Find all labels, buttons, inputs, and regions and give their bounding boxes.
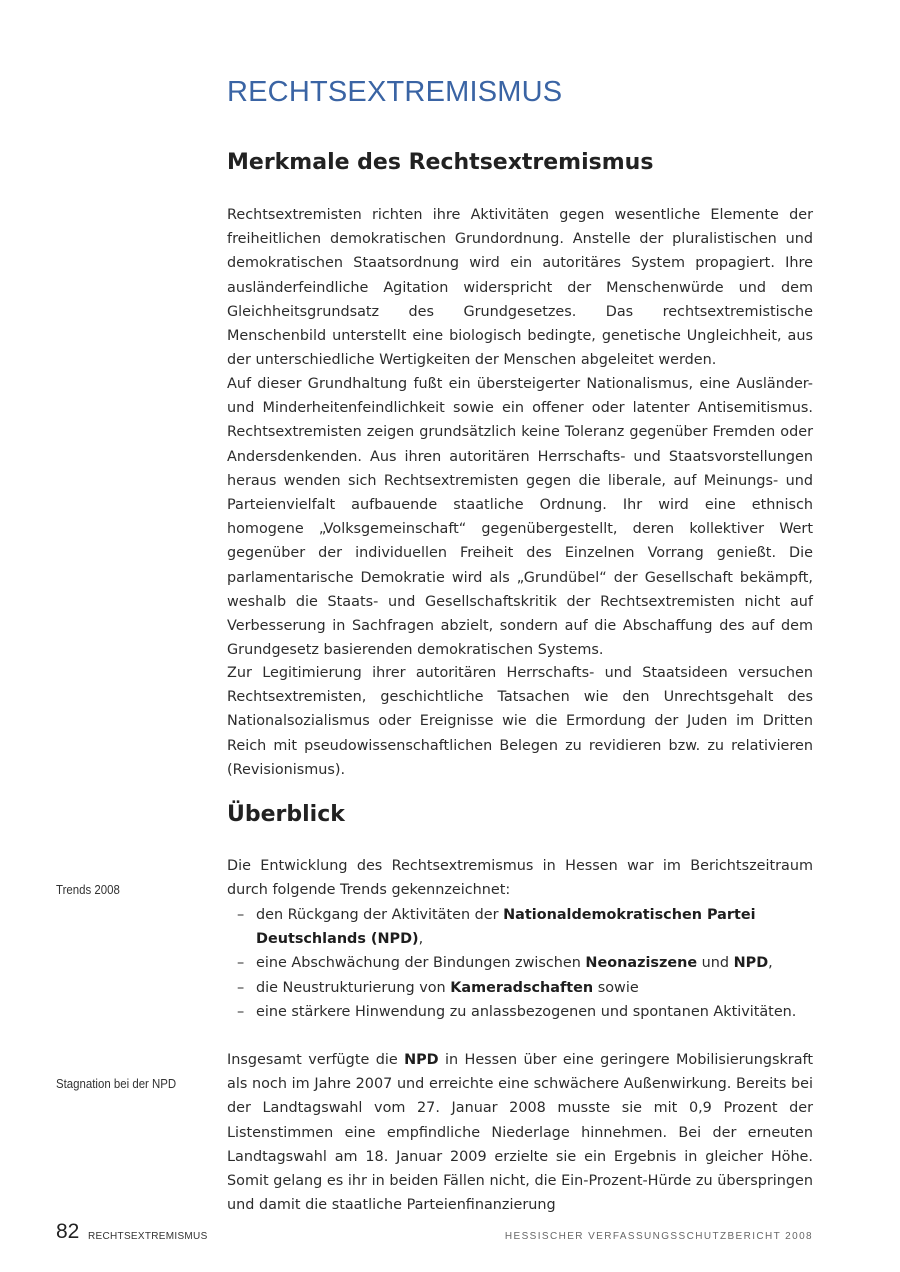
npd-paragraph xyxy=(227,1048,813,1217)
list-item-bold: Kameradschaften xyxy=(450,979,594,996)
list-item xyxy=(237,951,813,975)
list-item xyxy=(237,976,813,1000)
list-item-text: und xyxy=(697,955,734,972)
list-item-text: , xyxy=(418,931,424,948)
list-dash: – xyxy=(237,979,245,996)
heading-merkmale: Merkmale des Rechtsextremismus xyxy=(227,150,654,175)
list-item xyxy=(237,1000,813,1024)
list-dash: – xyxy=(237,1003,245,1020)
footer-report-title: HESSISCHER VERFASSUNGSSCHUTZBERICHT 2008 xyxy=(504,1231,813,1242)
margin-note-npd: Stagnation bei der NPD xyxy=(56,1076,177,1091)
list-dash: – xyxy=(237,907,245,923)
trends-list xyxy=(237,903,813,1024)
list-item-bold: Neonaziszene xyxy=(585,955,698,972)
list-dash: – xyxy=(237,955,245,972)
list-item-text: , xyxy=(768,955,773,972)
list-item-text: die Neustrukturierung von xyxy=(256,979,451,996)
list-item-text: sowie xyxy=(593,979,639,996)
list-item-text: den Rückgang der Aktivitäten der xyxy=(256,907,504,923)
npd-bold: NPD xyxy=(404,1052,439,1068)
paragraph-3: Zur Legitimierung ihrer autoritären Herrschafts- und Staatsideen versuchen Rechtsextremisten, geschichtliche Tatsachen wie den Unrechtsgehalt des Nationalsozialismus oder Ereignisse wie die Ermordung der Juden im Dritten Reich mit pseudowissenschaftlichen Belegen zu revidieren bzw. zu relativieren (Revisionismus). xyxy=(227,665,813,778)
section-title: RECHTSEXTREMISMUS xyxy=(227,76,563,108)
npd-text: in Hessen über eine geringere Mobilisierungskraft als noch im Jahre 2007 und erreichte eine schwächere Außenwirkung. Bereits bei der Landtagswahl vom 27. Januar 2008 musste sie mit 0,9 Prozent der Listenstimmen eine empfindliche Niederlage hinnehmen. Bei der erneuten Landtagswahl am 18. Januar 2009 erzielte sie ein Ergebnis in gleicher Höhe. Somit gelang es ihr in beiden Fällen nicht, die Ein-Prozent-Hürde zu überspringen und damit die staatliche Parteienfinanzierung xyxy=(227,1052,813,1214)
trends-intro: Die Entwicklung des Rechtsextremismus in Hessen war im Berichtszeitraum durch folgende Trends gekennzeichnet: xyxy=(227,858,813,899)
list-item xyxy=(237,903,813,951)
list-item-bold: Nationaldemokratischen Partei Deutschlands (NPD) xyxy=(256,907,756,948)
list-item-text: eine stärkere Hinwendung zu anlassbezogenen und spontanen Aktivitäten. xyxy=(256,1003,797,1020)
npd-text: Insgesamt verfügte die xyxy=(227,1052,405,1068)
footer-section-label: RECHTSEXTREMISMUS xyxy=(88,1231,208,1242)
paragraph-2: Auf dieser Grundhaltung fußt ein übersteigerter Nationalismus, eine Ausländer- und Minderheitenfeindlichkeit sowie ein offener oder latenter Antisemitismus. Rechtsextremisten zeigen grundsätzlich keine Toleranz gegenüber Fremden oder Andersdenkenden. Aus ihren autoritären Herrschafts- und Staatsvorstellungen heraus wenden sich Rechtsextremisten gegen die liberale, auf Meinungs- und Parteienvielfalt aufbauende staatliche Ordnung. Ihr wird eine ethnisch homogene „Volksgemeinschaft“ gegenübergestellt, deren kollektiver Wert gegenüber der individuellen Freiheit des Einzelnen Vorrang genießt. Die parlamentarische Demokratie wird als „Grundübel“ der Gesellschaft bekämpft, weshalb die Staats- und Gesellschaftskritik der Rechtsextremisten nicht auf Verbesserung in Sachfragen abzielt, sondern auf die Abschaffung des auf dem Grundgesetz basierenden demokratischen Systems. xyxy=(227,376,813,659)
margin-note-trends: Trends 2008 xyxy=(56,882,120,897)
heading-ueberblick: Überblick xyxy=(227,802,345,827)
list-item-text: eine Abschwächung der Bindungen zwischen xyxy=(256,955,586,972)
paragraph-1: Rechtsextremisten richten ihre Aktivitäten gegen wesentliche Elemente der freiheitlichen demokratischen Grundordnung. Anstelle der pluralistischen und demokratischen Staatsordnung wird ein autoritäres System propagiert. Ihre ausländerfeindliche Agitation widerspricht der Menschenwürde und dem Gleichheitsgrundsatz des Grundgesetzes. Das rechtsextremistische Menschenbild unterstellt eine biologisch bedingte, genetische Ungleichheit, aus der unterschiedliche Wertigkeiten der Menschen abgeleitet werden. xyxy=(227,207,813,369)
page-number: 82 xyxy=(56,1220,80,1243)
list-item-bold: NPD xyxy=(733,955,769,972)
